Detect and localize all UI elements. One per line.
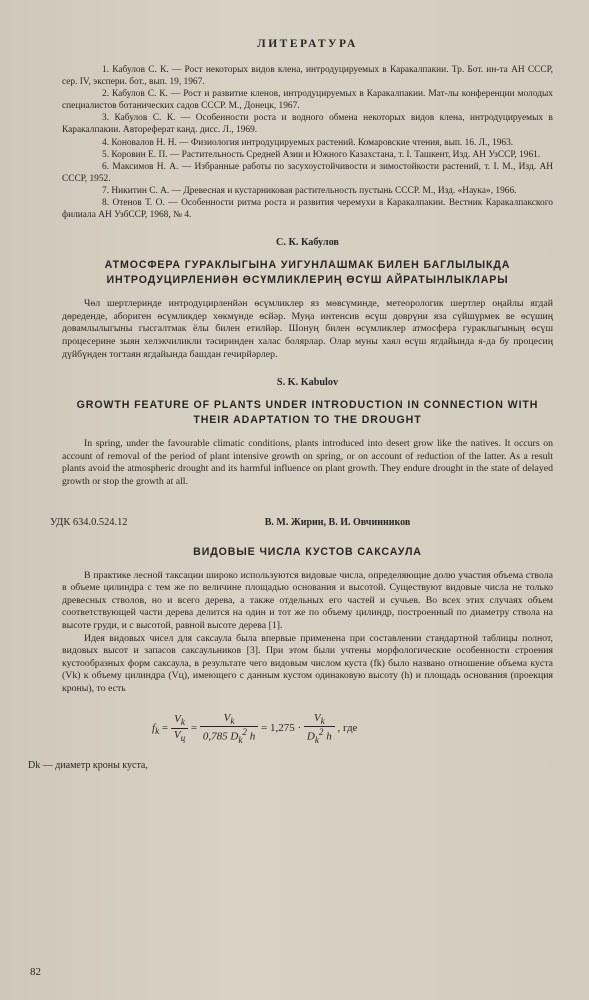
article-title: ВИДОВЫЕ ЧИСЛА КУСТОВ САКСАУЛА (193, 545, 422, 558)
article-section (28, 516, 553, 771)
summary-text: In spring, under the favourable climatic conditions, plants introduced into desert grow like the natives. It occurs on account of removal of the period of plant intensive growth on spring, or on account of reduction of the latter. As a result plants avoid the atmospheric drought and its harmful influence on plant growth. They endure drought in the state of delayed growth or stop the growth at all. (62, 438, 553, 487)
summary-turkmen (62, 237, 553, 361)
reference-item: 8. Отенов Т. О. — Особенности ритма роста и развития черемухи в Каракалпакии. Вестник Каракалпакского филиала АН УзбССР, 1968, № 4. (62, 198, 553, 221)
summary-title: GROWTH FEATURE OF PLANTS UNDER INTRODUCTION IN CONNECTION WITH THEIR ADAPTATION TO THE DROUGHT (76, 399, 539, 427)
reference-item: 2. Кабулов С. К. — Рост и развитие кленов, интродуцируемых в Каракалпакии. Мат-лы конференции молодых специалистов ботанических садов СССР. М., Донецк, 1967. (62, 89, 553, 112)
article-authors: В. М. Жирин, В. И. Овчинников (264, 516, 411, 528)
summary-title: АТМОСФЕРА ГУРАКЛЫГЫНА УИГУНЛАШМАК БИЛЕН БАГЛЫЛЫКДА ИНТРОДУЦИРЛЕНИӘН ӨСҮМЛИКЛЕРИҢ ӨСҮШ АЙРАТЫНЛЫКЛАРЫ (104, 259, 511, 287)
summary-author: S. K. Kabulov (276, 377, 339, 389)
formula-fraction: $\frac{V_k}{0,785 D_k^2 h}$ (200, 712, 258, 745)
formula-fraction: $\frac{V_k}{V_ц}$ (171, 713, 188, 742)
reference-item: 4. Коновалов Н. Н. — Физиология интродуцируемых растений. Комаровские чтения, вып. 16. Л., 1963. (102, 137, 514, 148)
formula-lhs: $f_k$ (152, 721, 160, 736)
formula-fraction: $\frac{V_k}{D_k^2 h}$ (304, 712, 335, 745)
article-header-row (50, 516, 553, 533)
page-number: 82 (30, 966, 41, 978)
formula: $f_k$ = $\frac{V_k}{V_ц}$ = $\frac{V_k}{0,785 D_k^2 h}$ = 1,275 · $\frac{V_k}{D_k^2 h}$ , где (152, 711, 358, 745)
article-paragraph: В практике лесной таксации широко используются видовые числа, определяющие долю участия объема ствола в объеме цилиндра с тем же по величине площадью основания и высотой. Существуют видовые числа не только древесных стволов, но и всего дерева, а также отдельных его частей и сучьев. Во всех этих случаях объем соответствующей части дерева делится на один и тот же по объему цилиндр, построенный по диаметру ствола на высоте груди, и с высотой, равной высоте дерева [1]. (62, 569, 553, 631)
literature-section (62, 38, 553, 221)
reference-item: 6. Максимов Н. А. — Избранные работы по засухоустойчивости и зимостойкости растений, т. I. М., Изд. АН СССР, 1952. (62, 161, 553, 184)
summary-english (62, 377, 553, 488)
literature-heading: ЛИТЕРАТУРА (257, 38, 358, 50)
reference-item: 1. Кабулов С. К. — Рост некоторых видов клена, интродуцируемых в Каракалпакии. Тр. Бот. ин-та АН СССР, сер. IV, экспери. бот., вып. 19, 1967. (62, 65, 553, 88)
formula-definition: Dk — диаметр кроны куста, (28, 759, 148, 771)
reference-list (62, 64, 553, 221)
udk-code: УДК 634.0.524.12 (50, 516, 128, 528)
reference-item: 3. Кабулов С. К. — Особенности роста и водного обмена некоторых видов клена, интродуцируемых в Каракалпакии. Автореферат канд. дисс. Л., 1969. (62, 113, 553, 136)
article-paragraph: Идея видовых чисел для саксаула была впервые применена при составлении стандартной таблицы полнот, видовых высот и запасов саксаульников [3]. При этом были учтены морфологические особенности строения кустообразных форм саксаула, в результате чего видовым числом куста (fk) было названо отношение объема куста (Vk) к объему цилиндра (Vц), имеющего с данным кустом одинаковую высоту (h) и площадь основания (проекция кроны), то есть (62, 632, 553, 694)
summary-author: С. К. Кабулов (276, 237, 339, 249)
reference-item: 5. Коровин Е. П. — Растительность Средней Азии и Южного Казахстана, т. I. Ташкент, Изд. АН УзССР, 1961. (102, 149, 541, 160)
summary-text: Чөл шертлеринде интродуцирленйән өсүмликлер яз мөвсүминде, метеорологик шертлер оңайлы ягдай дөреденде, абориген өсүмликдер хөкмүнде өсйәр. Муңа интенсив өсүш доврүни яза сүйшүрмек ве өсүшиң довамлылыгыны гысгалтмак ёлы билен етилйәр. Шонуң билен өсүмликлер атмосфера гураклыгының өсүш процесерине зыян хелэкчиликли тәсиринден халас болярлар. Олар муны хаял өсүш ягдайында я-да бу процесиң дүйбүнден тогтаян ягдайында башдан гечирйәрлер. (62, 298, 553, 360)
reference-item: 7. Никитин С. А. — Древесная и кустарниковая растительность пустынь СССР. М., Изд. «Наука», 1966. (102, 185, 517, 196)
